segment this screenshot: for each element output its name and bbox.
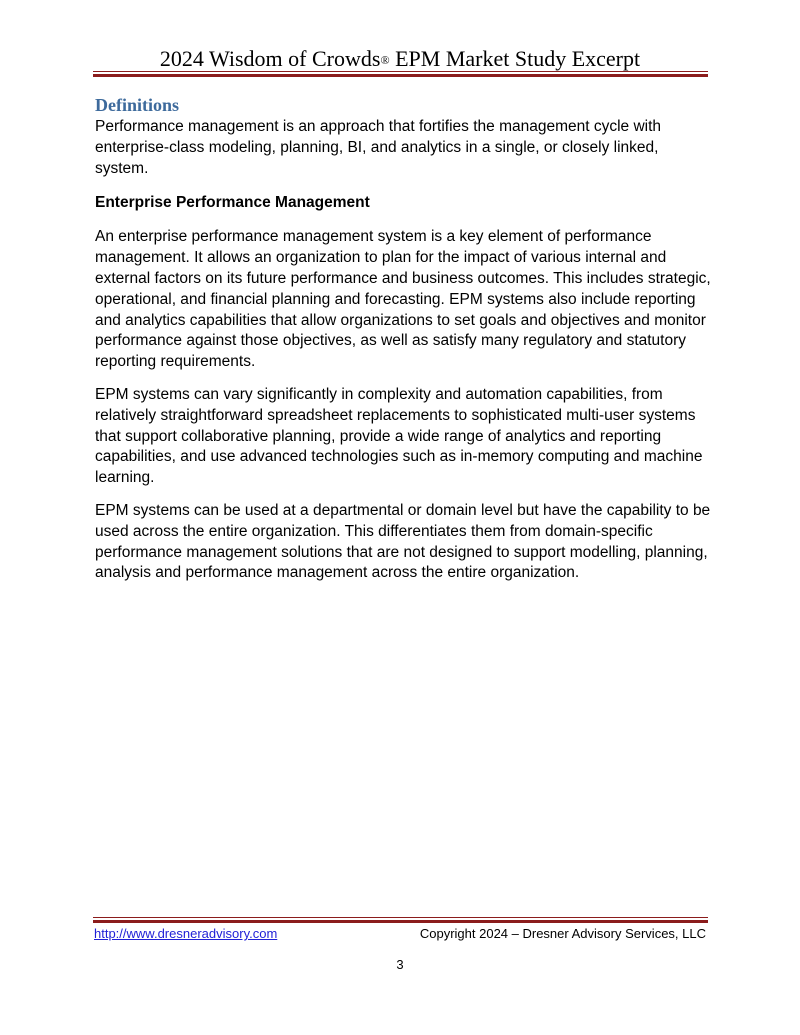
header-title-suffix: EPM Market Study Excerpt — [389, 46, 641, 71]
footer-divider-thin-line — [93, 917, 708, 918]
main-content — [95, 94, 715, 596]
registered-mark: ® — [380, 53, 390, 67]
body-paragraph-2: EPM systems can vary significantly in complexity and automation capabilities, from relatively straightforward spreadsheet replacements to sophisticated multi-user systems that support collaborative planning, provide a wide range of analytics and reporting capabilities, and use advanced technologies such as in-memory computing and machine learning. — [95, 385, 703, 487]
footer-divider — [93, 917, 708, 924]
header-title-main: 2024 Wisdom of Crowds — [159, 46, 381, 71]
footer-divider-thick-line — [93, 920, 708, 923]
body-paragraph-1: An enterprise performance management system is a key element of performance management. It allows an organization to plan for the impact of various internal and external factors on its future performance and business outcomes. This includes strategic, operational, and financial planning and forecasting. EPM systems also include reporting and analytics capabilities that allow organizations to set goals and objectives and monitor performance against those objectives, as well as satisfy many regulatory and statutory reporting requirements. — [95, 228, 711, 371]
section-heading-definitions: Definitions — [95, 95, 180, 115]
header-divider-thin-line — [93, 71, 708, 72]
footer-website-link[interactable]: http://www.dresneradvisory.com — [94, 926, 278, 941]
page-header-title — [0, 45, 800, 74]
body-paragraph-3: EPM systems can be used at a departmental or domain level but have the capability to be used across the entire organization. This differentiates them from domain-specific performance management solutions that are not designed to support modelling, planning, analysis and performance management across the entire organization. — [95, 501, 711, 582]
page-number: 3 — [396, 957, 404, 972]
subheading-epm: Enterprise Performance Management — [95, 194, 370, 212]
header-divider-thick-line — [93, 74, 708, 77]
intro-paragraph: Performance management is an approach that fortifies the management cycle with enterprise-class modeling, planning, BI, and analytics in a single, or closely linked, system. — [95, 118, 662, 177]
footer-copyright: Copyright 2024 – Dresner Advisory Services, LLC — [419, 926, 706, 941]
header-divider — [93, 71, 708, 78]
